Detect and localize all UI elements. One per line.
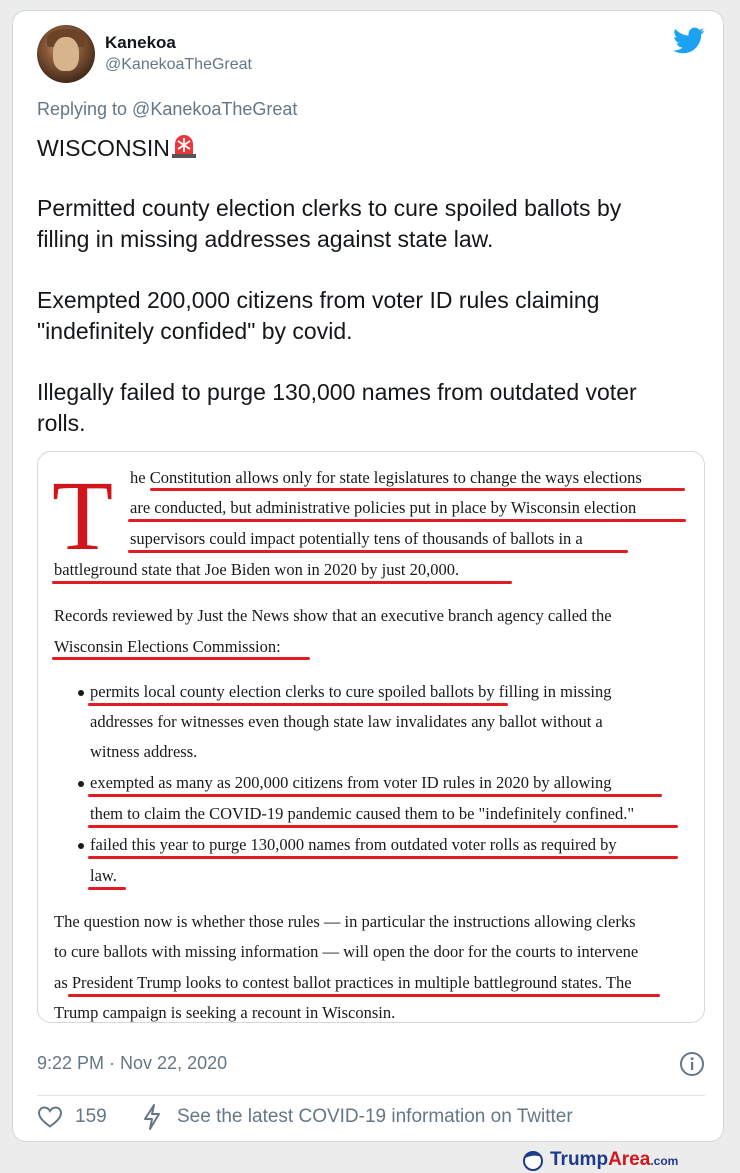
red-underline (150, 488, 685, 491)
trumparea-watermark (522, 1147, 678, 1173)
red-underline (88, 887, 126, 890)
avatar[interactable] (37, 25, 95, 83)
tweet-paragraph-3: Illegally failed to purge 130,000 names from outdated voter rolls. (37, 379, 637, 436)
article-line: supervisors could impact potentially tens of thousands of ballots in a (130, 529, 583, 548)
bullet-dot (78, 843, 84, 849)
article-screenshot[interactable] (37, 451, 705, 1023)
red-underline (88, 794, 662, 797)
tweet-paragraph-1: Permitted county election clerks to cure spoiled ballots by filling in missing addresses against state law. (37, 195, 622, 252)
article-line: law. (90, 866, 117, 885)
tweet-heading: WISCONSIN (37, 131, 697, 164)
red-underline (88, 856, 678, 859)
drop-cap: T (52, 460, 114, 571)
article-line: battleground state that Joe Biden won in 2020 by just 20,000. (54, 560, 460, 579)
article-line: as President Trump looks to contest ballot practices in multiple battleground states. The (54, 973, 632, 992)
red-underline (52, 657, 310, 660)
author-name[interactable]: Kanekoa (105, 33, 176, 52)
rotating-light-emoji (170, 131, 198, 159)
article-line: failed this year to purge 130,000 names from outdated voter rolls as required by (90, 835, 617, 854)
article-line: Trump campaign is seeking a recount in Wisconsin. (54, 1003, 396, 1022)
article-line: The question now is whether those rules — in particular the instructions allowing clerks (54, 912, 636, 931)
bullet-dot (78, 781, 84, 787)
article-line: he Constitution allows only for state legislatures to change the ways elections (130, 468, 642, 487)
article-line: addresses for witnesses even though state law invalidates any ballot without a (90, 712, 603, 731)
article-line: to cure ballots with missing information — will open the door for the courts to intervene (54, 942, 639, 961)
article-line: them to claim the COVID-19 pandemic caused them to be "indefinitely confined." (90, 804, 635, 823)
info-icon[interactable] (679, 1051, 705, 1077)
twitter-bird-icon[interactable] (673, 27, 705, 55)
article-line: exempted as many as 200,000 citizens from voter ID rules in 2020 by allowing (90, 773, 612, 792)
covid-info-link[interactable]: See the latest COVID-19 information on Twitter (177, 1106, 573, 1127)
red-underline (88, 703, 508, 706)
article-line: are conducted, but administrative policies put in place by Wisconsin election (130, 498, 637, 517)
tweet-card (12, 10, 724, 1142)
trump-hair-icon (522, 1149, 544, 1171)
article-line: Wisconsin Elections Commission: (54, 637, 281, 656)
article-line: Records reviewed by Just the News show that an executive branch agency called the (54, 606, 612, 625)
article-line: permits local county election clerks to cure spoiled ballots by filling in missing (90, 682, 612, 701)
heart-icon[interactable] (37, 1105, 63, 1129)
red-underline (52, 581, 512, 584)
red-underline (88, 825, 678, 828)
like-count[interactable]: 159 (75, 1106, 107, 1127)
lightning-bolt-icon (141, 1103, 163, 1131)
tweet-timestamp[interactable]: 9:22 PM · Nov 22, 2020 (37, 1053, 228, 1073)
replying-to[interactable]: Replying to @KanekoaTheGreat (37, 99, 298, 119)
tweet-paragraph-2: Exempted 200,000 citizens from voter ID rules claiming "indefinitely confided" by covid. (37, 287, 600, 344)
red-underline (128, 519, 686, 522)
red-underline (68, 994, 660, 997)
divider (37, 1095, 705, 1096)
author-handle[interactable]: @KanekoaTheGreat (105, 56, 252, 73)
red-underline (128, 550, 628, 553)
watermark-text: TrumpArea.com (550, 1149, 679, 1170)
bullet-dot (78, 690, 84, 696)
article-line: witness address. (90, 742, 198, 761)
